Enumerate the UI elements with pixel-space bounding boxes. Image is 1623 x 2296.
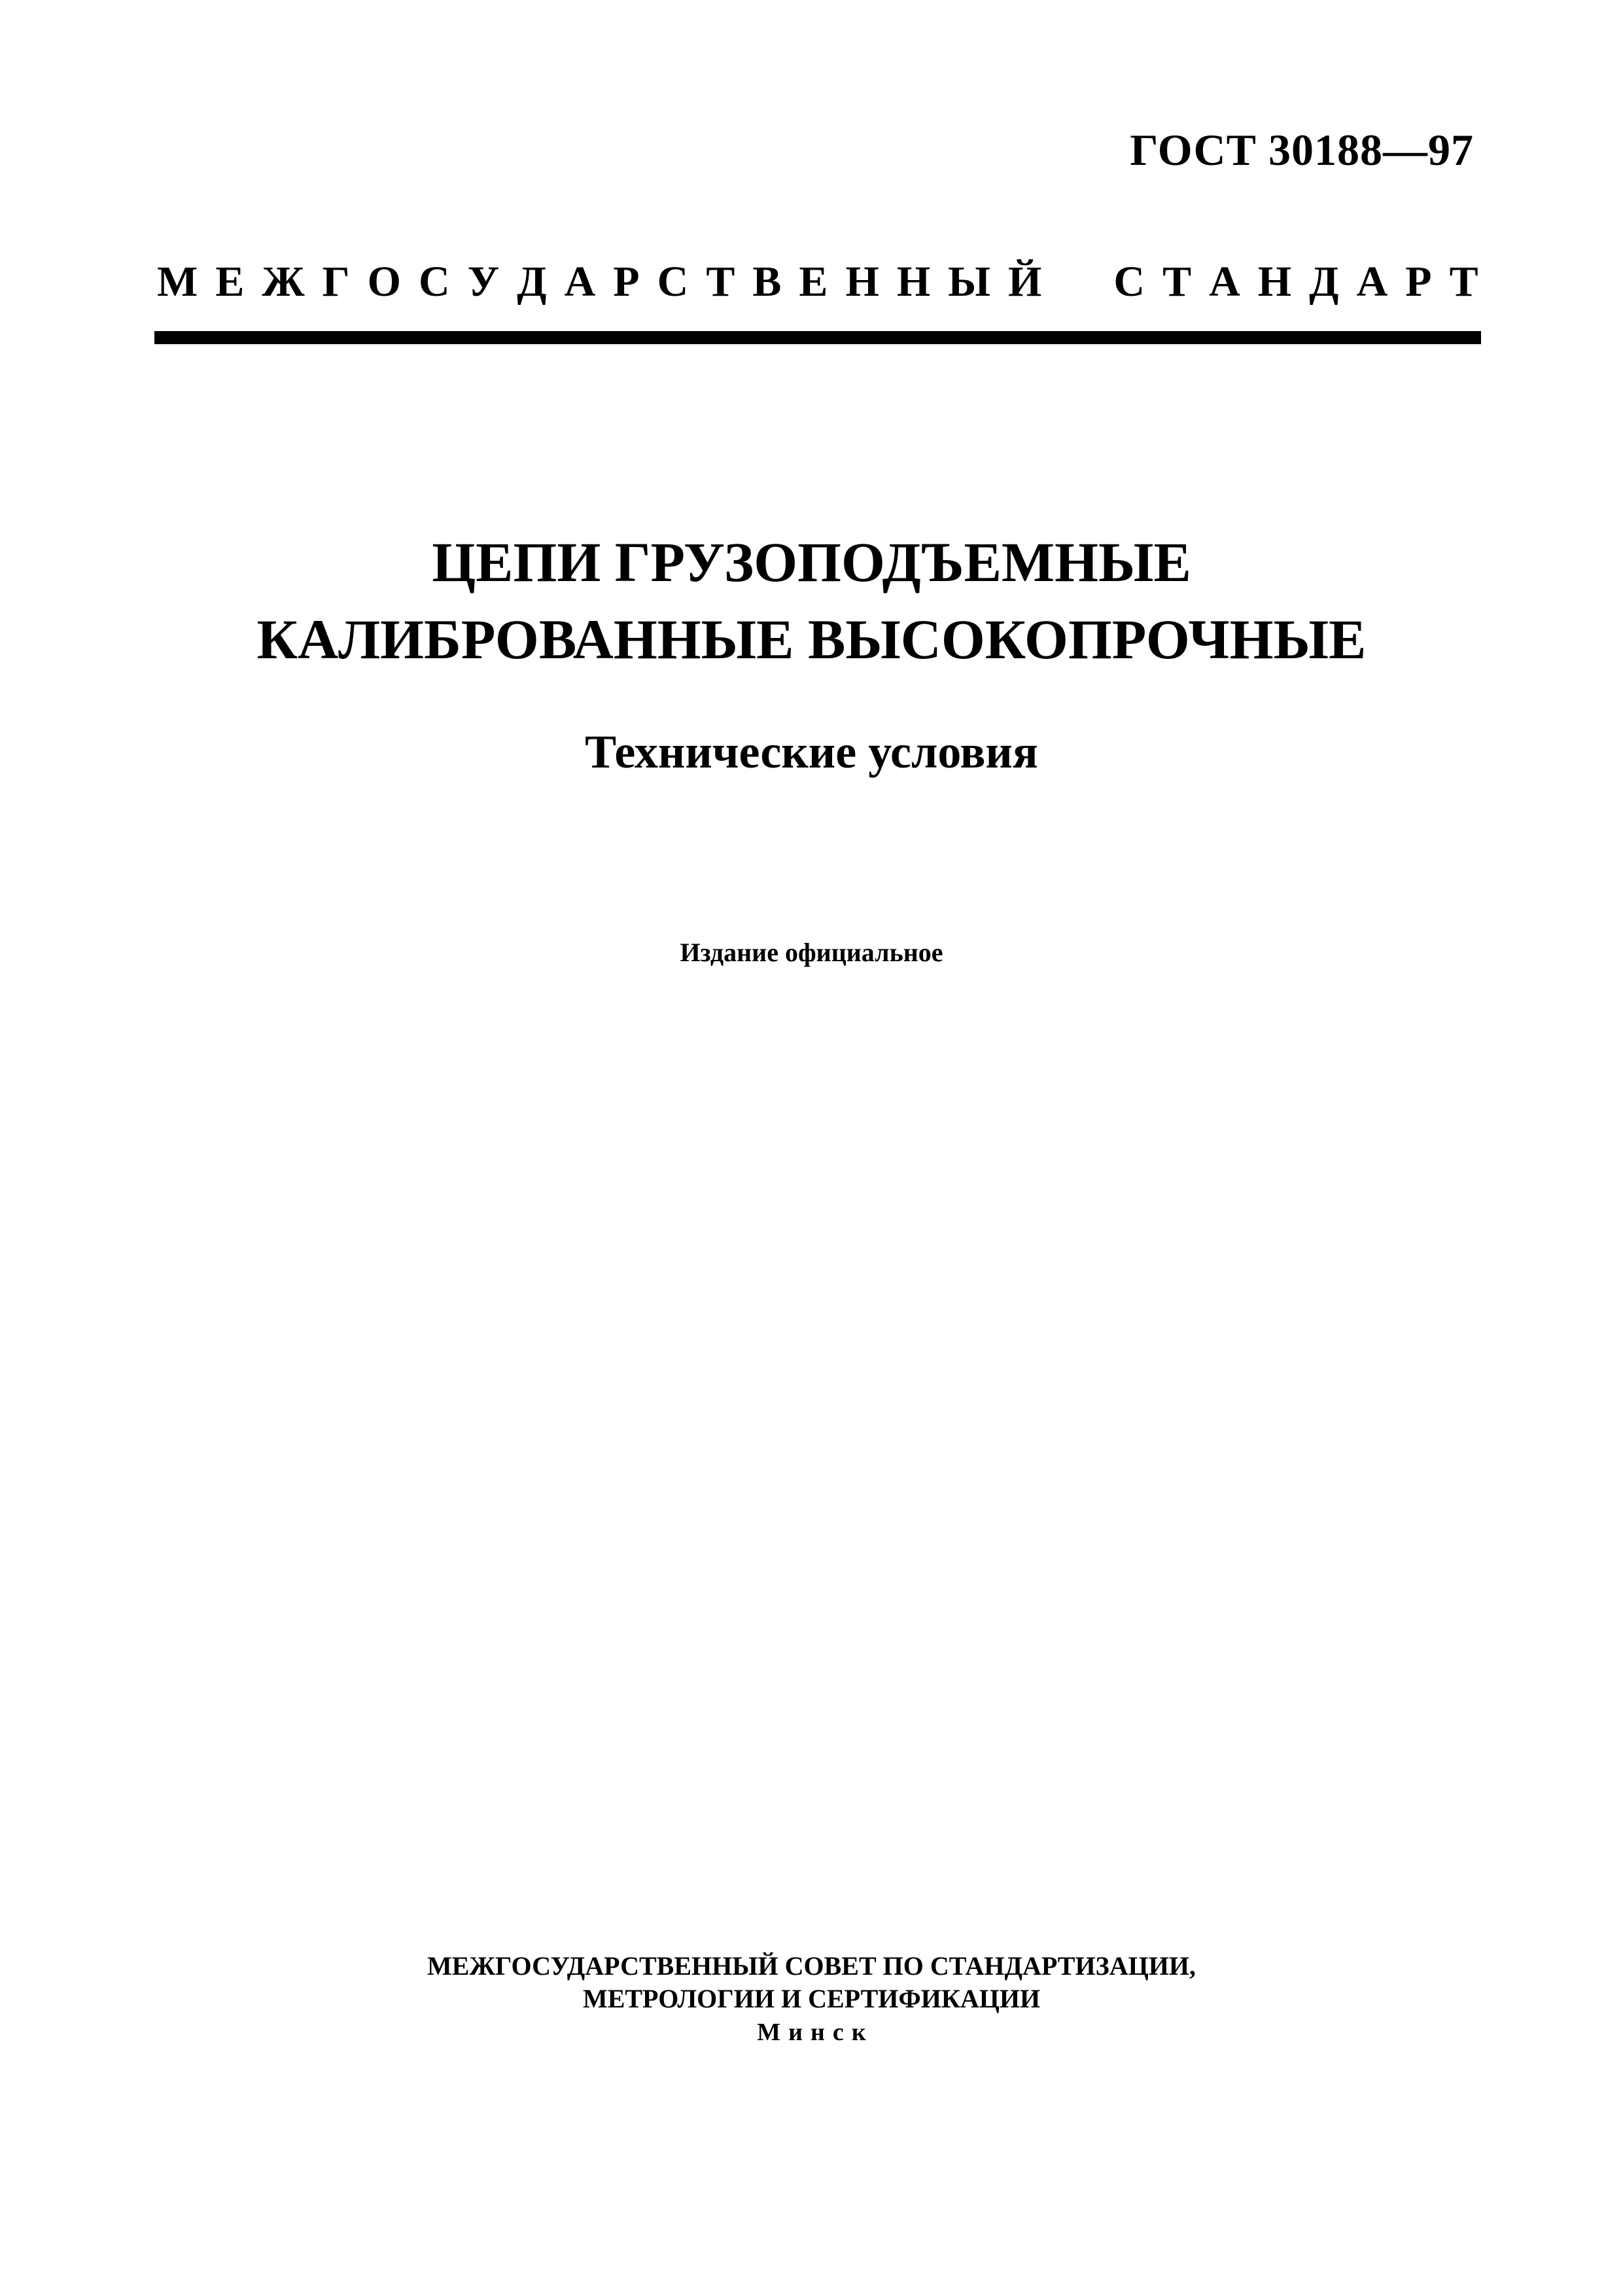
series-word-gap <box>1059 260 1096 304</box>
heading-rule <box>154 331 1481 344</box>
series-letter: Е <box>215 258 245 306</box>
series-letter: Ж <box>262 258 305 306</box>
series-letter: С <box>657 258 689 306</box>
series-letter: У <box>467 258 500 306</box>
series-letter: С <box>419 258 450 306</box>
series-letter: О <box>367 258 401 306</box>
edition-note: Издание официальное <box>680 938 943 967</box>
series-letter: Р <box>1405 258 1432 306</box>
series-letter: Т <box>706 258 735 306</box>
series-letter: А <box>564 258 596 306</box>
series-letter: В <box>752 258 782 306</box>
document-subtitle: Технические условия <box>585 726 1038 778</box>
series-letter: Г <box>322 258 350 306</box>
series-letter: А <box>1356 258 1388 306</box>
document-title <box>0 523 1623 678</box>
series-letter: Н <box>1257 258 1292 306</box>
series-letter: Р <box>613 258 640 306</box>
series-letter: Й <box>1008 258 1042 306</box>
series-letter: М <box>157 258 198 306</box>
title-line-1: ЦЕПИ ГРУЗОПОДЪЕМНЫЕ <box>432 531 1191 593</box>
series-letter: Т <box>1162 258 1192 306</box>
series-letter: Ы <box>948 258 990 306</box>
series-letter: Д <box>517 258 547 306</box>
series-letter: Н <box>896 258 931 306</box>
publication-city: Минск <box>757 2019 874 2046</box>
title-line-2: КАЛИБРОВАННЫЕ ВЫСОКОПРОЧНЫЕ <box>256 608 1367 671</box>
series-letter: Д <box>1309 258 1339 306</box>
publisher-block <box>0 1950 1623 2015</box>
series-letter: А <box>1209 258 1240 306</box>
series-heading <box>157 260 1478 304</box>
series-letter: Н <box>845 258 879 306</box>
series-letter: Е <box>799 258 828 306</box>
publisher-line-2: МЕТРОЛОГИИ И СЕРТИФИКАЦИИ <box>582 1984 1041 2013</box>
series-letter: С <box>1113 258 1145 306</box>
standard-number: ГОСТ 30188—97 <box>1130 125 1474 175</box>
publisher-line-1: МЕЖГОСУДАРСТВЕННЫЙ СОВЕТ ПО СТАНДАРТИЗАЦИИ, <box>427 1951 1196 1981</box>
series-letter: Т <box>1449 258 1478 306</box>
